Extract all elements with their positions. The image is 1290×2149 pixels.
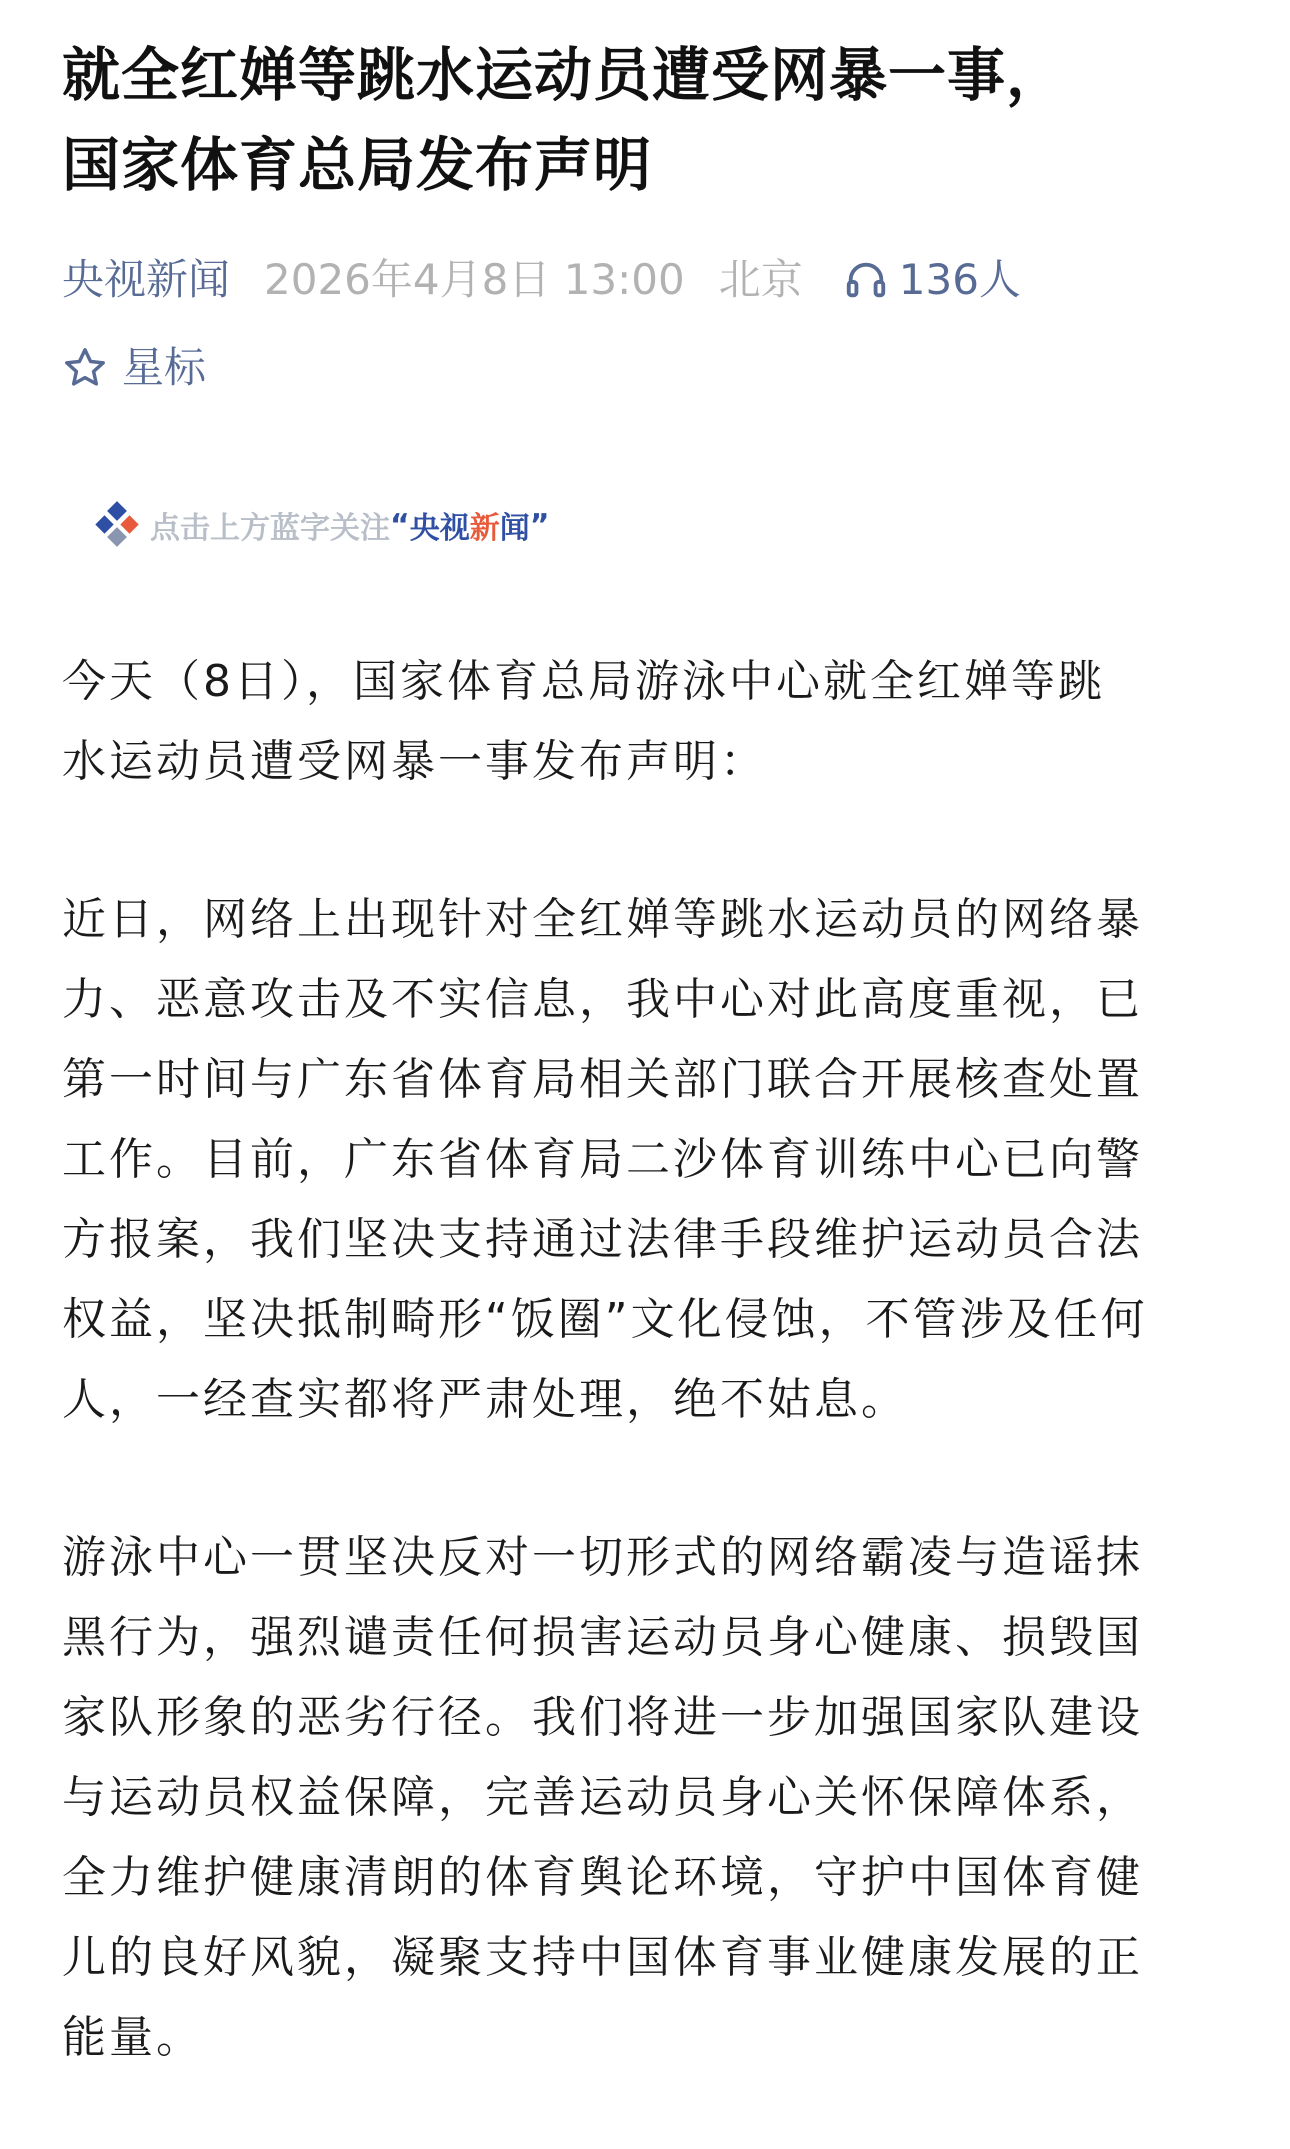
- paragraph-line: 今天（8日），国家体育总局游泳中心就全红婵等跳: [62, 656, 1105, 707]
- paragraph-line: 人，一经查实都将严肃处理，绝不姑息。: [62, 1374, 908, 1425]
- cctv-logo-icon: [92, 500, 142, 550]
- paragraph-line: 全力维护健康清朗的体育舆论环境，守护中国体育健: [62, 1852, 1143, 1903]
- paragraph-line: 游泳中心一贯坚决反对一切形式的网络霸凌与造谣抹: [62, 1532, 1143, 1583]
- follow-banner[interactable]: [92, 500, 1228, 550]
- paragraph-line: 与运动员权益保障，完善运动员身心关怀保障体系，: [62, 1772, 1143, 1823]
- paragraph-line: 方报案，我们坚决支持通过法律手段维护运动员合法: [62, 1214, 1143, 1265]
- star-button[interactable]: [62, 338, 1228, 398]
- paragraph-line: 工作。目前，广东省体育局二沙体育训练中心已向警: [62, 1134, 1143, 1185]
- article-meta: [62, 250, 1228, 310]
- title-line: 国家体育总局发布声明: [62, 131, 653, 199]
- star-icon: [62, 345, 108, 391]
- paragraph-line: 力、恶意攻击及不实信息，我中心对此高度重视，已: [62, 974, 1143, 1025]
- paragraph-line: 水运动员遭受网暴一事发布声明：: [62, 736, 767, 787]
- paragraph-line: 近日，网络上出现针对全红婵等跳水运动员的网络暴: [62, 894, 1143, 945]
- publish-location: 北京: [718, 255, 803, 304]
- follow-close-quote: ”: [529, 507, 550, 543]
- publish-date: 2026年4月8日 13:00: [264, 255, 685, 304]
- follow-open-quote: “: [390, 507, 410, 543]
- article-body: [62, 642, 1228, 2078]
- article-paragraph: [62, 880, 1228, 1440]
- follow-prefix-text: 点击上方蓝字关注: [150, 511, 390, 546]
- listen-count[interactable]: 136人: [898, 255, 1021, 304]
- title-line: 就全红婵等跳水运动员遭受网暴一事，: [62, 41, 1066, 109]
- article-title: [62, 30, 1228, 210]
- paragraph-line: 黑行为，强烈谴责任何损害运动员身心健康、损毁国: [62, 1612, 1143, 1663]
- follow-account-name-part: 新: [469, 511, 500, 546]
- follow-account-name-part: 闻: [499, 511, 530, 546]
- paragraph-line: 家队形象的恶劣行径。我们将进一步加强国家队建设: [62, 1692, 1143, 1743]
- paragraph-line: 权益，坚决抵制畸形“饭圈”文化侵蚀，不管涉及任何: [62, 1294, 1148, 1345]
- article-paragraph: [62, 1518, 1228, 2078]
- star-label: 星标: [122, 343, 207, 392]
- article-paragraph: [62, 642, 1228, 802]
- paragraph-line: 能量。: [62, 2012, 203, 2063]
- paragraph-line: 第一时间与广东省体育局相关部门联合开展核查处置: [62, 1054, 1143, 1105]
- headphones-icon[interactable]: [843, 257, 889, 303]
- paragraph-line: 儿的良好风貌，凝聚支持中国体育事业健康发展的正: [62, 1932, 1143, 1983]
- follow-account-name-part: 央视: [409, 511, 470, 546]
- account-name-link[interactable]: 央视新闻: [62, 255, 231, 304]
